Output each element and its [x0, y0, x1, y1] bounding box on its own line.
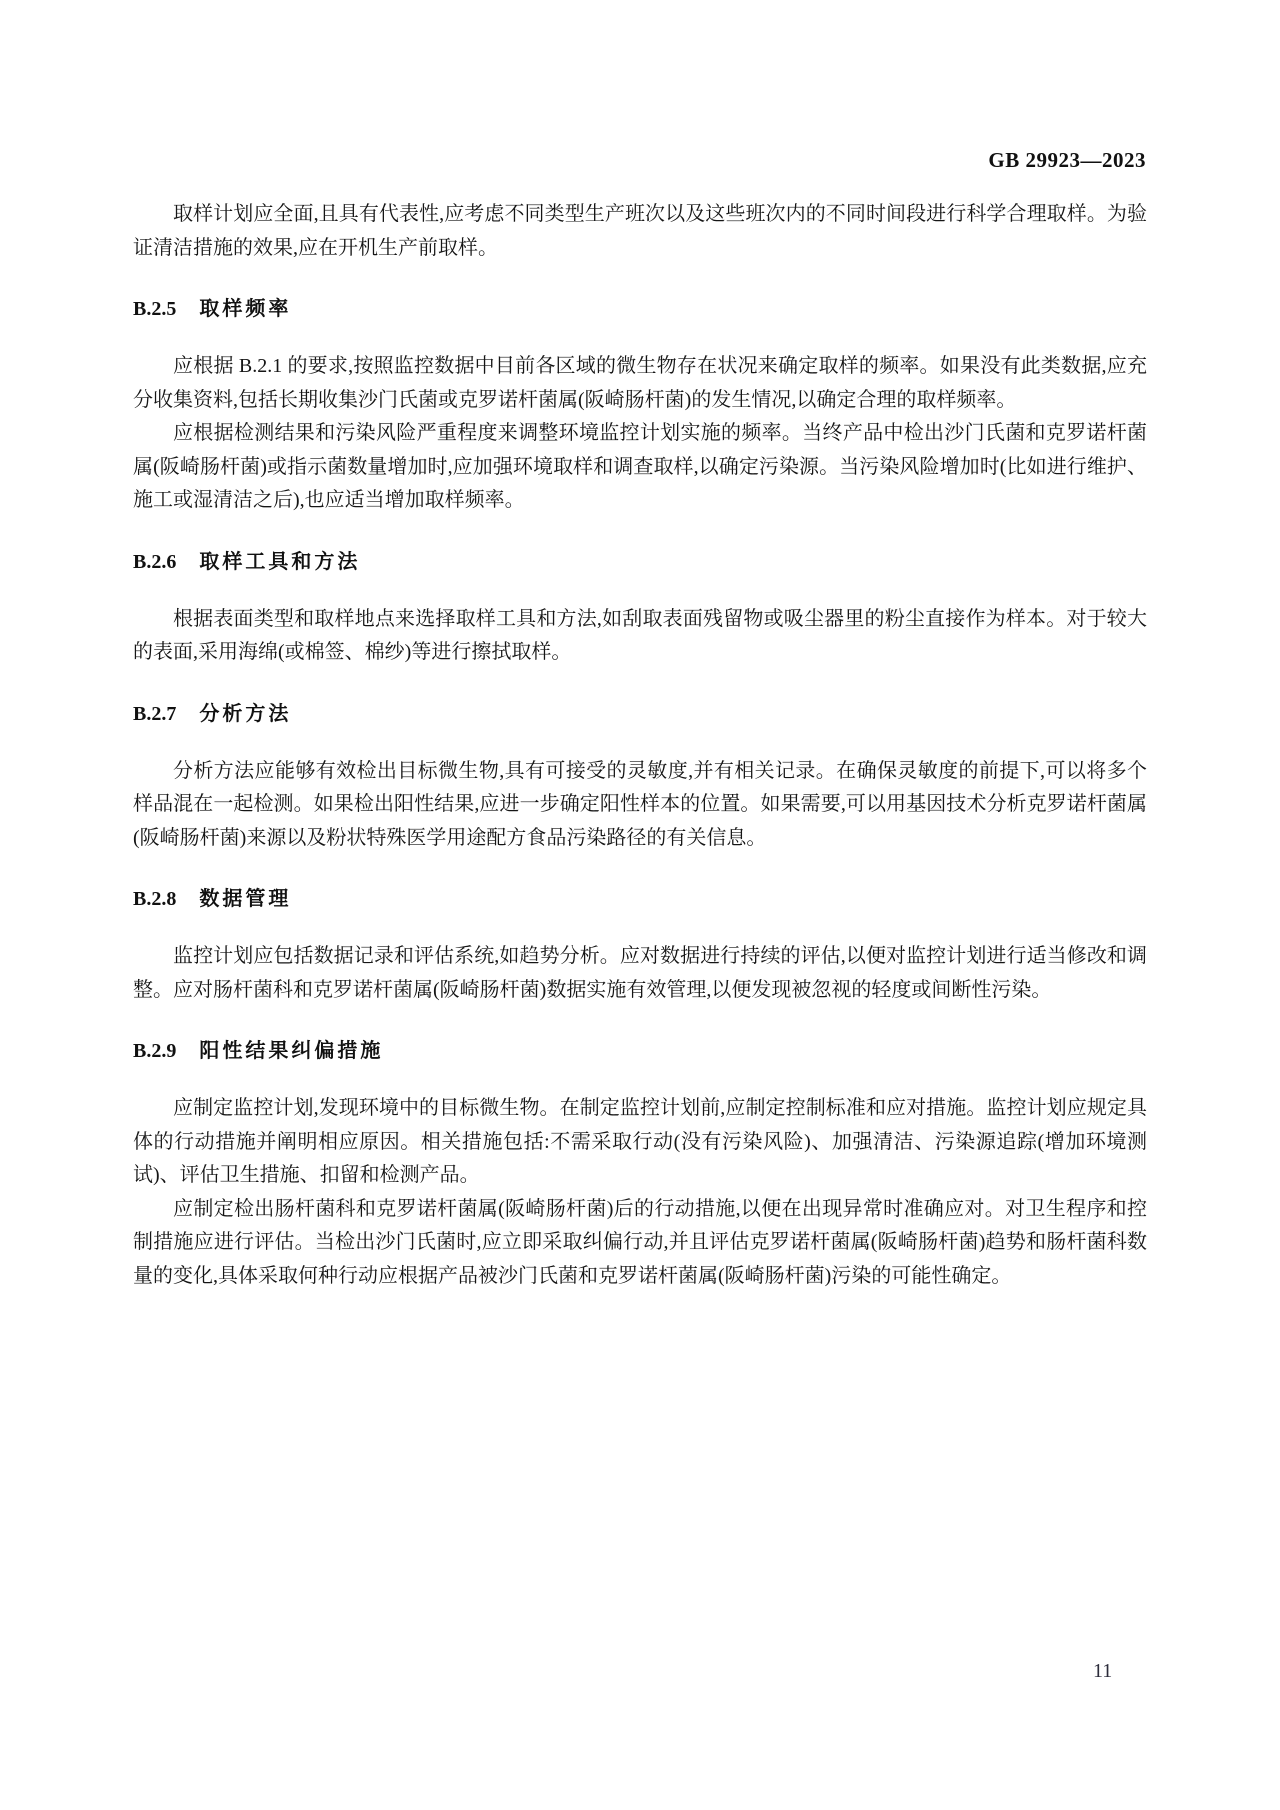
standard-code: GB 29923—2023: [988, 148, 1146, 172]
section-heading-b2-5: [133, 296, 1147, 322]
section-heading-b2-6: [133, 549, 1147, 575]
section-number: B.2.9: [133, 1040, 177, 1062]
section-title: 取样频率: [199, 298, 292, 320]
intro-paragraph: 取样计划应全面,且具有代表性,应考虑不同类型生产班次以及这些班次内的不同时间段进行科学合理取样。为验证清洁措施的效果,应在开机生产前取样。: [133, 203, 1147, 259]
page-number: 11: [1093, 1660, 1113, 1682]
paragraph: 分析方法应能够有效检出目标微生物,具有可接受的灵敏度,并有相关记录。在确保灵敏度的前提下,可以将多个样品混在一起检测。如果检出阳性结果,应进一步确定阳性样本的位置。如果需要,可以用基因技术分析克罗诺杆菌属(阪崎肠杆菌)来源以及粉状特殊医学用途配方食品污染路径的有关信息。: [133, 759, 1147, 849]
section-number: B.2.8: [133, 888, 177, 910]
section-heading-b2-9: [133, 1038, 1147, 1064]
section-heading-b2-7: [133, 701, 1147, 727]
section-title: 分析方法: [199, 702, 292, 725]
paragraph: 应根据 B.2.1 的要求,按照监控数据中目前各区域的微生物存在状况来确定取样的频率。如果没有此类数据,应充分收集资料,包括长期收集沙门氏菌或克罗诺杆菌属(阪崎肠杆菌)的发生情况,以确定合理的取样频率。: [133, 355, 1147, 411]
section-title: 阳性结果纠偏措施: [199, 1040, 384, 1062]
paragraph: 根据表面类型和取样地点来选择取样工具和方法,如刮取表面残留物或吸尘器里的粉尘直接作为样本。对于较大的表面,采用海绵(或棉签、棉纱)等进行擦拭取样。: [133, 607, 1147, 663]
section-number: B.2.5: [133, 298, 177, 320]
section-title: 取样工具和方法: [199, 550, 361, 573]
document-body: [133, 198, 1147, 1293]
paragraph: 应制定检出肠杆菌科和克罗诺杆菌属(阪崎肠杆菌)后的行动措施,以便在出现异常时准确应对。对卫生程序和控制措施应进行评估。当检出沙门氏菌时,应立即采取纠偏行动,并且评估克罗诺杆菌属(阪崎肠杆菌)趋势和肠杆菌科数量的变化,具体采取何种行动应根据产品被沙门氏菌和克罗诺杆菌属(阪崎肠杆菌)污染的可能性确定。: [133, 1197, 1147, 1287]
section-number: B.2.7: [133, 702, 177, 725]
paragraph: 监控计划应包括数据记录和评估系统,如趋势分析。应对数据进行持续的评估,以便对监控计划进行适当修改和调整。应对肠杆菌科和克罗诺杆菌属(阪崎肠杆菌)数据实施有效管理,以便发现被忽视的轻度或间断性污染。: [133, 945, 1147, 1001]
section-number: B.2.6: [133, 550, 177, 573]
paragraph: 应根据检测结果和污染风险严重程度来调整环境监控计划实施的频率。当终产品中检出沙门氏菌和克罗诺杆菌属(阪崎肠杆菌)或指示菌数量增加时,应加强环境取样和调查取样,以确定污染源。当污染风险增加时(比如进行维护、施工或湿清洁之后),也应适当增加取样频率。: [133, 422, 1147, 511]
section-heading-b2-8: [133, 886, 1147, 912]
paragraph: 应制定监控计划,发现环境中的目标微生物。在制定监控计划前,应制定控制标准和应对措施。监控计划应规定具体的行动措施并阐明相应原因。相关措施包括:不需采取行动(没有污染风险)、加强清洁、污染源追踪(增加环境测试)、评估卫生措施、扣留和检测产品。: [133, 1097, 1147, 1186]
section-title: 数据管理: [199, 888, 292, 910]
